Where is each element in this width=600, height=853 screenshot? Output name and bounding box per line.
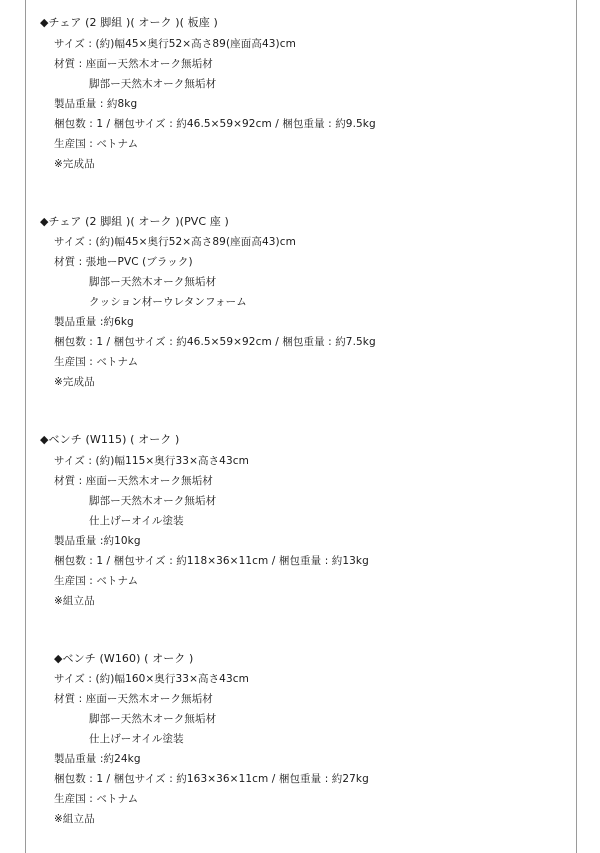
package-line: 梱包数 : 1 / 梱包サイズ : 約46.5×59×92cm / 梱包重量 : 約9.5kg <box>54 118 376 130</box>
product-title: ◆ベンチ (W115) ( オーク ) <box>40 433 180 446</box>
assembly-note: ※完成品 <box>54 158 95 170</box>
origin-line: 生産国 : ベトナム <box>54 793 139 805</box>
origin-line: 生産国 : ベトナム <box>54 575 139 587</box>
material-sub-line: 脚部ー天然木オーク無垢材 <box>89 713 217 725</box>
size-line: サイズ : (約)幅160×奥行33×高さ43cm <box>54 673 249 685</box>
material-line: 材質 : 座面ー天然木オーク無垢材 <box>54 58 213 70</box>
assembly-note: ※組立品 <box>54 813 95 825</box>
size-line: サイズ : (約)幅115×奥行33×高さ43cm <box>54 455 249 467</box>
assembly-note: ※完成品 <box>54 376 95 388</box>
package-line: 梱包数 : 1 / 梱包サイズ : 約118×36×11cm / 梱包重量 : 約13kg <box>54 555 369 567</box>
material-sub-line: 仕上げーオイル塗装 <box>89 733 184 745</box>
origin-line: 生産国 : ベトナム <box>54 356 139 368</box>
package-line: 梱包数 : 1 / 梱包サイズ : 約163×36×11cm / 梱包重量 : 約27kg <box>54 773 369 785</box>
material-sub-line: クッション材ーウレタンフォーム <box>89 296 247 308</box>
product-title: ◆チェア (2 脚組 )( オーク )( 板座 ) <box>40 16 218 29</box>
weight-line: 製品重量 :約6kg <box>54 316 134 328</box>
material-line: 材質 : 張地ーPVC (ブラック) <box>54 256 193 268</box>
left-border-line <box>25 0 26 853</box>
size-line: サイズ : (約)幅45×奥行52×高さ89(座面高43)cm <box>54 38 296 50</box>
material-sub-line: 脚部ー天然木オーク無垢材 <box>89 78 217 90</box>
origin-line: 生産国 : ベトナム <box>54 138 139 150</box>
package-line: 梱包数 : 1 / 梱包サイズ : 約46.5×59×92cm / 梱包重量 : 約7.5kg <box>54 336 376 348</box>
material-sub-line: 脚部ー天然木オーク無垢材 <box>89 276 217 288</box>
material-sub-line: 脚部ー天然木オーク無垢材 <box>89 495 217 507</box>
material-sub-line: 仕上げーオイル塗装 <box>89 515 184 527</box>
right-border-line <box>576 0 577 853</box>
weight-line: 製品重量 : 約8kg <box>54 98 138 110</box>
product-title: ◆ベンチ (W160) ( オーク ) <box>54 652 194 665</box>
material-line: 材質 : 座面ー天然木オーク無垢材 <box>54 475 213 487</box>
assembly-note: ※組立品 <box>54 595 95 607</box>
weight-line: 製品重量 :約10kg <box>54 535 141 547</box>
weight-line: 製品重量 :約24kg <box>54 753 141 765</box>
material-line: 材質 : 座面ー天然木オーク無垢材 <box>54 693 213 705</box>
product-title: ◆チェア (2 脚組 )( オーク )(PVC 座 ) <box>40 215 229 228</box>
size-line: サイズ : (約)幅45×奥行52×高さ89(座面高43)cm <box>54 236 296 248</box>
